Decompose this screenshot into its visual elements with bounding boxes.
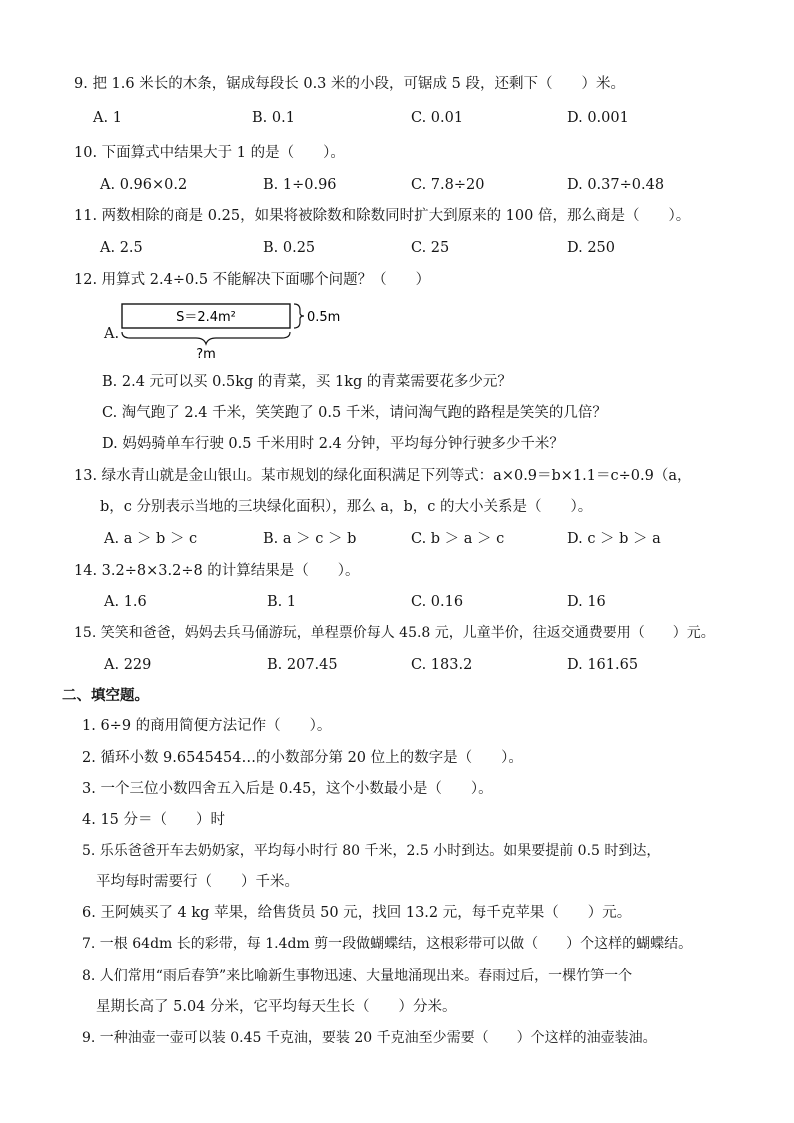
fill-item-5: 5. 乐乐爸爸开车去奶奶家，平均每小时行 80 千米，2.5 小时到达。如果要提前 0.5 时到达， [82, 843, 661, 859]
option-a: A. 2.5 [100, 240, 143, 256]
option-c: C. 25 [411, 240, 450, 256]
fill-item-8: 8. 人们常用“雨后春笋”来比喻新生事物迅速、大量地涌现出来。春雨过后，一棵竹笋一个 [82, 968, 633, 984]
option-d: D. 250 [567, 240, 616, 256]
option-a: A. 229 [104, 657, 152, 673]
question-number: 9. [74, 76, 88, 92]
option-d: D. 妈妈骑单车行驶 0.5 千米用时 2.4 分钟，平均每分钟行驶多少千米？ [102, 436, 564, 452]
question-text: 3.2÷8×3.2÷8 的计算结果是（ ）。 [101, 563, 360, 579]
height-label: 0.5m [307, 310, 341, 325]
option-c: C. 淘气跑了 2.4 千米，笑笑跑了 0.5 千米，请问淘气跑的路程是笑笑的几倍？ [102, 405, 607, 421]
question-text: 两数相除的商是 0.25，如果将被除数和除数同时扩大到原来的 100 倍，那么商是（ ）。 [101, 208, 691, 224]
option-a: A. 1.6 [104, 594, 147, 610]
question-13 [74, 466, 692, 486]
option-a-label: A. [104, 326, 120, 342]
question-13-continued: b，c 分别表示当地的三块绿化面积），那么 a，b，c 的大小关系是（ ）。 [100, 499, 593, 515]
option-d: D. c ＞ b ＞ a [567, 531, 661, 547]
option-c: C. 7.8÷20 [411, 177, 485, 193]
section-heading: 二、填空题。 [62, 688, 149, 704]
length-brace [122, 332, 290, 344]
fill-item-1: 1. 6÷9 的商用简便方法记作（ ）。 [82, 718, 332, 734]
option-d: D. 0.37÷0.48 [567, 177, 665, 193]
fill-item-8-continued: 星期长高了 5.04 分米，它平均每天生长（ ）分米。 [96, 999, 457, 1015]
option-a: A. 0.96×0.2 [100, 177, 188, 193]
question-9 [74, 74, 625, 94]
question-15 [74, 623, 715, 643]
option-c: C. b ＞ a ＞ c [411, 531, 505, 547]
option-b: B. 1 [267, 594, 297, 610]
height-brace [294, 304, 304, 328]
question-12 [74, 270, 430, 290]
question-number: 11. [74, 208, 98, 224]
question-number: 10. [74, 145, 98, 161]
question-text: 下面算式中结果大于 1 的是（ ）。 [101, 145, 345, 161]
fill-item-9: 9. 一种油壶一壶可以装 0.45 千克油，要装 20 千克油至少需要（ ）个这样的油壶装油。 [82, 1030, 657, 1046]
option-c: C. 0.16 [411, 594, 464, 610]
option-c: C. 183.2 [411, 657, 473, 673]
question-number: 15. [74, 625, 97, 641]
question-text: 笑笑和爸爸，妈妈去兵马俑游玩，单程票价每人 45.8 元，儿童半价，往返交通费要用（ ）元。 [100, 625, 715, 641]
fill-item-6: 6. 王阿姨买了 4 kg 苹果，给售货员 50 元，找回 13.2 元，每千克苹果（ ）元。 [82, 905, 632, 921]
option-a: A. 1 [93, 110, 122, 126]
rectangle-diagram [104, 300, 344, 364]
question-14 [74, 561, 360, 581]
question-text: 绿水青山就是金山银山。某市规划的绿化面积满足下列等式：a×0.9＝b×1.1＝c÷0.9（a， [101, 468, 692, 484]
option-d: D. 161.65 [567, 657, 639, 673]
question-number: 14. [74, 563, 98, 579]
option-b: B. a ＞ c ＞ b [263, 531, 357, 547]
fill-item-3: 3. 一个三位小数四舍五入后是 0.45，这个小数最小是（ ）。 [82, 781, 493, 797]
option-d: D. 0.001 [567, 110, 629, 126]
length-label: ?m [196, 347, 216, 362]
question-number: 13. [74, 468, 98, 484]
fill-item-5-continued: 平均每时需要行（ ）千米。 [96, 874, 299, 890]
fill-item-2: 2. 循环小数 9.6545454…的小数部分第 20 位上的数字是（ ）。 [82, 750, 523, 766]
option-c: C. 0.01 [411, 110, 464, 126]
fill-item-7: 7. 一根 64dm 长的彩带，每 1.4dm 剪一段做蝴蝶结，这根彩带可以做（ ）个这样的蝴蝶结。 [82, 936, 693, 952]
option-b: B. 0.1 [252, 110, 295, 126]
question-11 [74, 206, 690, 226]
option-b: B. 0.25 [263, 240, 316, 256]
question-10 [74, 143, 345, 163]
rectangle-figure [104, 300, 344, 364]
option-a: A. a ＞ b ＞ c [104, 531, 198, 547]
question-number: 12. [74, 272, 98, 288]
option-b: B. 1÷0.96 [263, 177, 337, 193]
option-d: D. 16 [567, 594, 606, 610]
question-text: 把 1.6 米长的木条，锯成每段长 0.3 米的小段，可锯成 5 段，还剩下（ ）米。 [92, 76, 625, 92]
option-b: B. 2.4 元可以买 0.5kg 的青菜，买 1kg 的青菜需要花多少元？ [102, 374, 512, 390]
fill-item-4: 4. 15 分＝（ ）时 [82, 812, 226, 828]
area-label: S＝2.4m² [176, 310, 236, 325]
question-text: 用算式 2.4÷0.5 不能解决下面哪个问题？（ ） [101, 272, 431, 288]
option-b: B. 207.45 [267, 657, 338, 673]
